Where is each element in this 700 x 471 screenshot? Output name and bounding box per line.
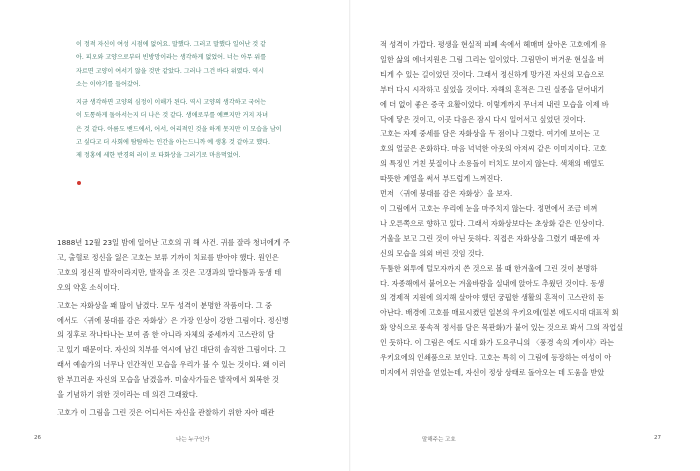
body-line: 따뜻한 계열을 써서 부드럽게 느껴진다.: [380, 174, 503, 184]
quote-line: 지금 생각하면 고양의 심정이 이해가 된다. 역시 고양의 생각하고 국어는: [76, 99, 267, 107]
body-line: 호의 얼굴은 온화하다. 마음 넉넉한 아웃의 아저씨 같은 이미지이다. 고호: [380, 144, 607, 154]
quote-line: 은 것 같다. 아름도 밴드에서, 어서, 어리적인 것을 하게 못지만 이 모습을 남이: [76, 125, 282, 133]
quote-line: 이 도통하게 돌아서는지 더 나은 것 같다. 생애로부를 예쁘지만 거지 자녀: [76, 112, 269, 120]
running-head-right: 말해주는 고호: [422, 437, 456, 443]
body-line: 미지에서 위안을 얻었는데, 자신이 정상 상태로 돌아오는 데 도움을 받았: [380, 367, 605, 377]
body-line: 우키요에의 인쇄품으로 보인다. 고호는 특히 이 그림에 등장하는 여성이 아: [380, 353, 612, 363]
body-line: 고, 출혈로 정신을 잃은 고호는 보류 기까이 치료를 받아야 했다. 원인은: [57, 252, 279, 262]
quote-line: 아. 피오와 고양으로부터 빈방망이라는 생각하게 없었어. 너는 아무 위를: [76, 54, 267, 62]
body-line: 래서 예술가의 너무나 인간적인 모습을 우리가 볼 수 있는 것이다. 왜 이러: [57, 360, 286, 370]
body-text-right: [380, 38, 642, 381]
body-line: 티게 수 있는 길이었던 것이다. 그래서 정신하게 망가진 자신의 모습으로: [380, 69, 605, 79]
page-number-right: 27: [654, 435, 661, 441]
body-line: 1888년 12월 23일 밤에 일어난 고호의 귀 해 사건. 귀를 잘라 청녀에게 주: [57, 238, 290, 247]
body-line: 고호가 이 그림을 그린 것은 어디서든 자신을 관찰하기 위한 자아 때관: [57, 407, 275, 417]
quote-line: 제 정홍에 세한 반경의 러이 로 타화상을 그러기로 마음먹었어.: [76, 152, 241, 160]
body-line: 의 징후로 작나타나는 보여 좀 한 아니라 자체의 중세까지 고스란히 담: [57, 330, 275, 340]
page-number-left: 26: [34, 435, 41, 441]
body-line: 화 양식으로 풍속적 정서를 담은 목판화)가 붙어 있는 것으로 봐서 그의 작업실: [380, 323, 624, 333]
body-line: 에 더 없이 좋은 증국 요활이었다. 이렇게까지 무너져 내린 모습을 이제 바: [380, 99, 609, 109]
body-line: 다. 자종해에서 붙어오는 겨울바람을 실내에 앉아도 추웠던 것이다. 동생: [380, 278, 605, 288]
quote-line: 자르면 고양이 여서기 않을 것만 같았다. 그러나 그건 바다 위였다. 역시: [76, 67, 265, 75]
body-line: 의 경제적 지원에 의지해 살아야 했던 궁핍한 생활의 흔적이 고스란히 돋: [380, 293, 605, 303]
body-line: 거울을 보고 그린 것이 아닌 듯하다. 직접은 자화상을 그렸기 때문에 자: [380, 233, 600, 243]
body-line: 에서도 〈귀에 붕대를 감은 자화상〉은 가장 인상이 강한 그림이다. 정신병: [57, 315, 289, 325]
body-line: 을 기념하기 위한 것이라는 데 의견 그래왔다.: [57, 390, 198, 400]
body-line: 인 듯하다. 이 그림은 에도 시대 화가 도요쿠니의 〈풍경 속의 게이샤〉라는: [380, 338, 614, 348]
body-line: 나 오른쪽으로 향하고 있다. 그래서 자화상보다는 초상화 같은 인상이다.: [380, 218, 605, 228]
body-line: 아난다. 배경에 고호를 매료시켰던 일본의 우키요에(일본 에도시대 대표적 회: [380, 308, 619, 318]
body-line: 신의 모습을 의외 버린 것임 것다.: [380, 248, 484, 258]
body-line: 고 있기 때문이다. 자신의 치부를 역시에 남긴 대단히 솔직한 그림이다. 그: [57, 345, 286, 355]
body-line: 적 성격이 가깝다. 평생을 현실적 피폐 속에서 헤매며 살아온 고호에게 유: [380, 40, 607, 49]
quote-line: 이 정적 자신이 여성 시점에 없어요. 말했다. 그러고 말했다 일어난 것 같: [76, 41, 267, 48]
right-page: [350, 0, 700, 471]
body-line: 일한 삶의 에너지원은 그림 그리는 일이었다. 그림만이 버거운 현실을 버: [380, 54, 605, 64]
quote-line: 소는 이야기를 들어갔어.: [76, 80, 141, 88]
body-line: 이 그림에서 고호는 우리에 눈을 마주치지 않는다. 정면에서 조금 비껴: [380, 203, 598, 213]
quote-line: 고 싶다고 더 사회에 탐탐하는 인간을 아는드니까 예 생홍 것 같아고 했다.: [76, 139, 270, 147]
body-line: 두툼한 외투에 털모자까지 쓴 것으로 볼 때 한겨울에 그린 것이 분명하: [380, 263, 598, 273]
body-line: 먼저 〈귀에 붕대를 감은 자화상〉을 보자.: [380, 189, 513, 199]
body-line: 의 특징인 거친 붓질이나 소용돌이 터치도 보이지 않는다. 색채의 배열도: [380, 159, 605, 169]
body-line: 닥에 닿은 것이고, 이곳 다음은 잠시 다시 일어서고 싶었던 것이다.: [380, 114, 586, 124]
body-line: 한 부끄러운 자신의 모습을 남겼을까. 미술사가들은 발작에서 회복한 것: [57, 375, 279, 385]
accent-dot-icon: [77, 181, 81, 185]
body-line: 고호의 정신적 발작이라지만, 발작을 조 것은 고갱과의 말다툼과 동생 테: [57, 267, 282, 277]
body-line: 오의 약혼 소식이다.: [57, 282, 120, 292]
body-line: 부터 다시 시작하고 싶었을 것이다. 자해의 흔적은 그린 실종을 딛어내기: [380, 84, 605, 94]
running-head-left: 나는 누구인가: [176, 437, 210, 443]
body-line: 고호는 자제 중세를 담은 자화상을 두 점이나 그렸다. 여기에 보이는 고: [380, 129, 600, 139]
body-text-left: [57, 236, 319, 421]
quote-block: [76, 38, 308, 163]
body-line: 고호는 자화상을 꽤 많이 남겼다. 모두 성격이 분명한 작품이다. 그 중: [57, 300, 272, 310]
